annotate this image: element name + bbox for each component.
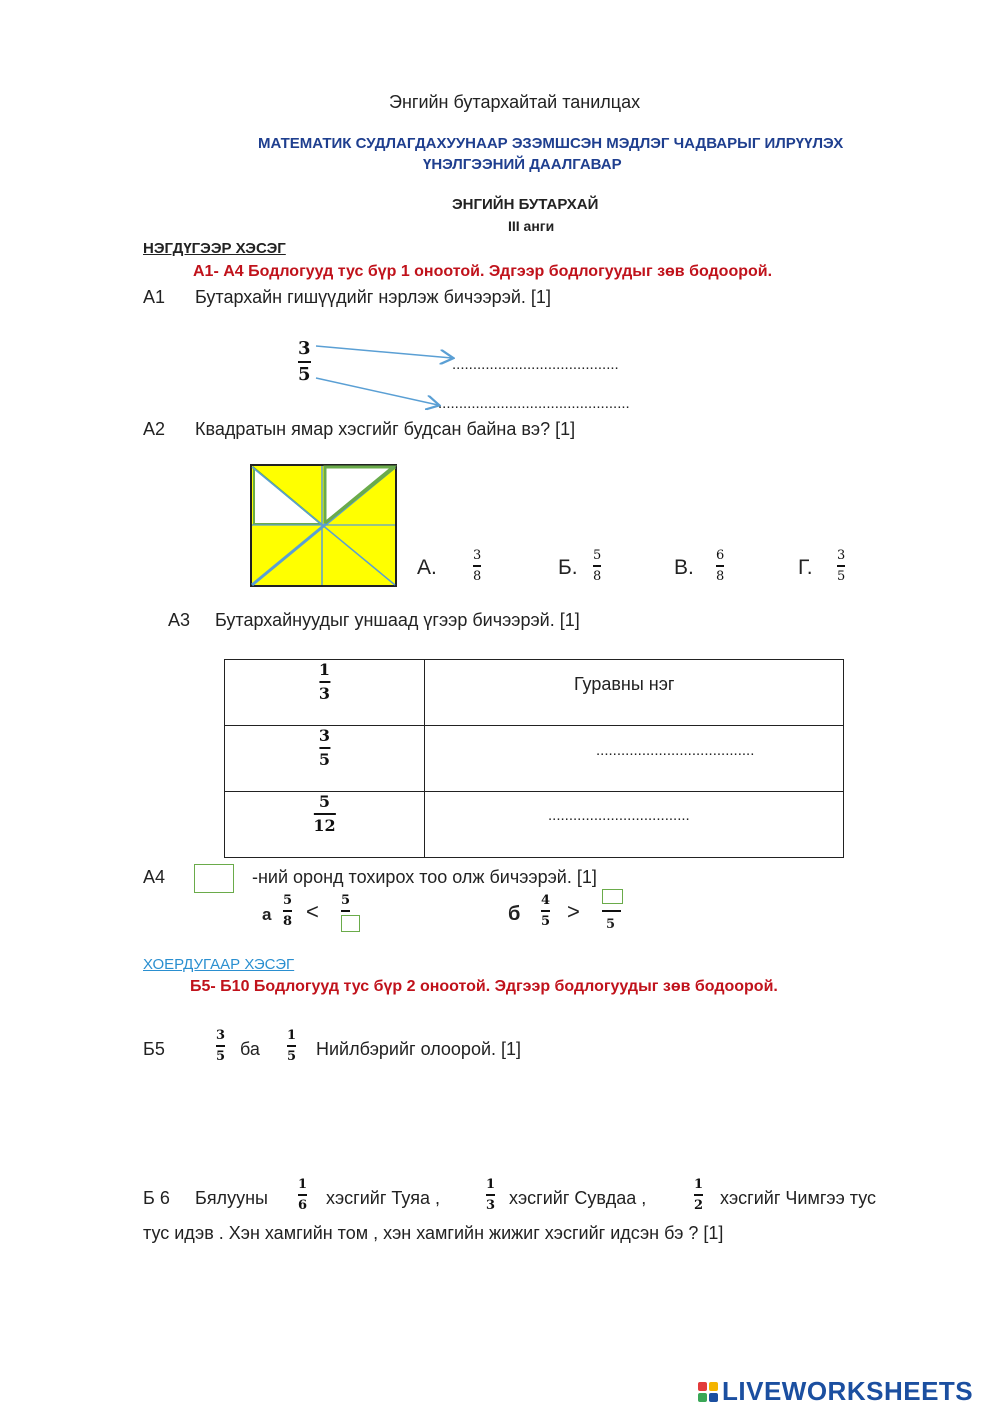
a2-option-a-fraction[interactable] bbox=[473, 549, 481, 583]
a4-b-fraction-bar bbox=[602, 910, 621, 912]
a3-fraction-cell bbox=[225, 792, 425, 858]
b5-label: Б5 bbox=[143, 1039, 165, 1059]
b5-den-2: 5 bbox=[287, 1048, 297, 1064]
a3-fraction-1 bbox=[319, 662, 330, 702]
liveworksheets-logo[interactable] bbox=[698, 1376, 973, 1407]
a1-blank-denominator[interactable]: .............................................. bbox=[438, 395, 630, 412]
a4-a-right-fraction bbox=[341, 894, 350, 915]
b6-num-1: 1 bbox=[298, 1177, 308, 1192]
a2-option-a-num: 3 bbox=[473, 548, 482, 563]
b6-fraction-2 bbox=[486, 1178, 495, 1212]
a2-option-c-fraction[interactable] bbox=[716, 549, 724, 583]
b6-line2: тус идэв . Хэн хамгийн том , хэн хамгийн жижиг хэсгийг идсэн бэ ? [1] bbox=[143, 1223, 724, 1243]
a4-a-sign: < bbox=[306, 899, 319, 924]
arrow-denominator bbox=[316, 378, 438, 405]
a3-den-1: 3 bbox=[318, 683, 331, 703]
a2-option-b-num: 5 bbox=[593, 548, 602, 563]
a4-a-left-den: 8 bbox=[283, 913, 293, 929]
a3-answer-cell[interactable] bbox=[425, 792, 844, 858]
a4-a-left-fraction bbox=[283, 894, 292, 928]
a4-question: -ний оронд тохирох тоо олж бичээрэй. [1] bbox=[252, 867, 597, 887]
a3-num-3: 5 bbox=[318, 792, 331, 811]
logo-tile bbox=[709, 1393, 718, 1402]
b6-part3: хэсгийг Чимгээ тус bbox=[720, 1188, 877, 1208]
logo-text: LIVEWORKSHEETS bbox=[722, 1376, 974, 1406]
b6-fraction-1 bbox=[298, 1178, 307, 1212]
subtitle-line-1: МАТЕМАТИК СУДЛАГДАХУУНААР ЭЗЭМШСЭН МЭДЛЭГ ЧАДВАРЫГ ИЛРҮҮЛЭХ bbox=[258, 135, 844, 152]
a2-option-d-letter: Г. bbox=[798, 556, 813, 579]
b5-fraction-1 bbox=[216, 1029, 225, 1063]
b6-num-3: 1 bbox=[694, 1177, 704, 1192]
a3-fraction-cell bbox=[225, 726, 425, 792]
a4-b-left-fraction bbox=[541, 894, 550, 928]
a3-answer-2[interactable]: ...................................... bbox=[596, 742, 755, 759]
a3-answer-cell bbox=[425, 660, 844, 726]
b6-den-3: 2 bbox=[694, 1197, 704, 1213]
a3-num-2: 3 bbox=[318, 726, 331, 745]
a2-option-b-den: 8 bbox=[593, 568, 602, 584]
logo-tile bbox=[698, 1382, 707, 1391]
a4-sample-box bbox=[194, 864, 234, 893]
a3-answer-cell[interactable] bbox=[425, 726, 844, 792]
a4-a-answer-box[interactable] bbox=[341, 915, 360, 932]
a3-answer-1: Гуравны нэг bbox=[574, 674, 675, 694]
a2-option-c-num: 6 bbox=[716, 548, 725, 563]
a2-option-d-den: 5 bbox=[837, 568, 846, 584]
a3-num-1: 1 bbox=[318, 660, 331, 679]
table-row bbox=[225, 726, 844, 792]
a3-question: Бутархайнуудыг уншаад үгээр бичээрэй. [1] bbox=[215, 610, 580, 630]
a3-fraction-cell bbox=[225, 660, 425, 726]
part2-heading[interactable]: ХОЕРДУГААР ХЭСЭГ bbox=[143, 956, 295, 973]
a4-label: А4 bbox=[143, 867, 166, 887]
worksheet-title: Энгийн бутархайтай танилцах bbox=[389, 92, 641, 112]
logo-tiles-icon bbox=[698, 1382, 718, 1402]
a3-den-2: 5 bbox=[318, 749, 331, 769]
a4-a-left-num: 5 bbox=[283, 893, 293, 908]
b6-den-1: 6 bbox=[298, 1197, 308, 1213]
grade-label: III анги bbox=[508, 218, 555, 234]
b5-num-1: 3 bbox=[216, 1028, 226, 1043]
logo-tile bbox=[709, 1382, 718, 1391]
a2-option-c-den: 8 bbox=[716, 568, 725, 584]
a3-den-3: 12 bbox=[313, 815, 336, 835]
b6-word1: Бялууны bbox=[195, 1188, 268, 1208]
b5-fraction-2 bbox=[287, 1029, 296, 1063]
table-row bbox=[225, 792, 844, 858]
a2-option-b-fraction[interactable] bbox=[593, 549, 601, 583]
b6-label: Б 6 bbox=[143, 1188, 170, 1208]
a2-option-d-num: 3 bbox=[837, 548, 846, 563]
b6-den-2: 3 bbox=[486, 1197, 496, 1213]
a4-a-right-num: 5 bbox=[341, 893, 351, 908]
a2-label: А2 bbox=[143, 419, 166, 439]
a3-fraction-3 bbox=[313, 794, 335, 834]
part1-heading: НЭГДҮГЭЭР ХЭСЭГ bbox=[143, 240, 286, 257]
a2-option-d-fraction[interactable] bbox=[837, 549, 845, 583]
b5-num-2: 1 bbox=[287, 1028, 297, 1043]
b6-part1: хэсгийг Туяа , bbox=[326, 1188, 440, 1208]
part1-instruction: А1- А4 Бодлогууд тус бүр 1 оноотой. Эдгээр бодлогуудыг зөв бодоорой. bbox=[193, 263, 773, 280]
a2-question: Квадратын ямар хэсгийг будсан байна вэ? [1] bbox=[195, 419, 576, 439]
a4-b-answer-box[interactable] bbox=[602, 889, 623, 904]
b5-question: Нийлбэрийг олоорой. [1] bbox=[316, 1039, 522, 1059]
b6-part2: хэсгийг Сувдаа , bbox=[509, 1188, 647, 1208]
a4-b-left-num: 4 bbox=[541, 893, 551, 908]
a1-blank-numerator[interactable]: ........................................ bbox=[452, 356, 619, 373]
a4-b-left-den: 5 bbox=[541, 913, 551, 929]
b6-fraction-3 bbox=[694, 1178, 703, 1212]
a3-table bbox=[224, 659, 844, 858]
a2-option-c-letter: В. bbox=[674, 556, 694, 579]
a1-numerator: 3 bbox=[298, 338, 311, 359]
arrow-numerator bbox=[316, 346, 452, 358]
a3-answer-3[interactable]: .................................. bbox=[548, 807, 690, 824]
b5-joiner: ба bbox=[240, 1039, 260, 1059]
b6-num-2: 1 bbox=[486, 1177, 496, 1192]
a1-denominator: 5 bbox=[298, 363, 311, 385]
a4-a-label: а bbox=[262, 905, 272, 924]
part2-instruction: Б5- Б10 Бодлогууд тус бүр 2 оноотой. Эдгээр бодлогуудыг зөв бодоорой. bbox=[190, 978, 778, 995]
a2-option-a-letter: А. bbox=[417, 556, 437, 579]
a4-b-right-den: 5 bbox=[606, 917, 616, 932]
topic-heading: ЭНГИЙН БУТАРХАЙ bbox=[452, 196, 599, 213]
logo-tile bbox=[698, 1393, 707, 1402]
a2-square-figure bbox=[248, 463, 400, 589]
b5-den-1: 5 bbox=[216, 1048, 226, 1064]
a3-fraction-2 bbox=[319, 728, 330, 768]
a1-question: Бутархайн гишүүдийг нэрлэж бичээрэй. [1] bbox=[195, 287, 551, 307]
a4-b-sign: > bbox=[567, 899, 580, 924]
a2-option-a-den: 8 bbox=[473, 568, 482, 584]
subtitle-line-2: ҮНЭЛГЭЭНИЙ ДААЛГАВАР bbox=[423, 156, 622, 173]
a2-option-b-letter: Б. bbox=[558, 556, 578, 579]
a3-label: А3 bbox=[168, 610, 191, 630]
table-row bbox=[225, 660, 844, 726]
a1-label: А1 bbox=[143, 287, 166, 307]
a4-b-label: б bbox=[508, 903, 521, 925]
